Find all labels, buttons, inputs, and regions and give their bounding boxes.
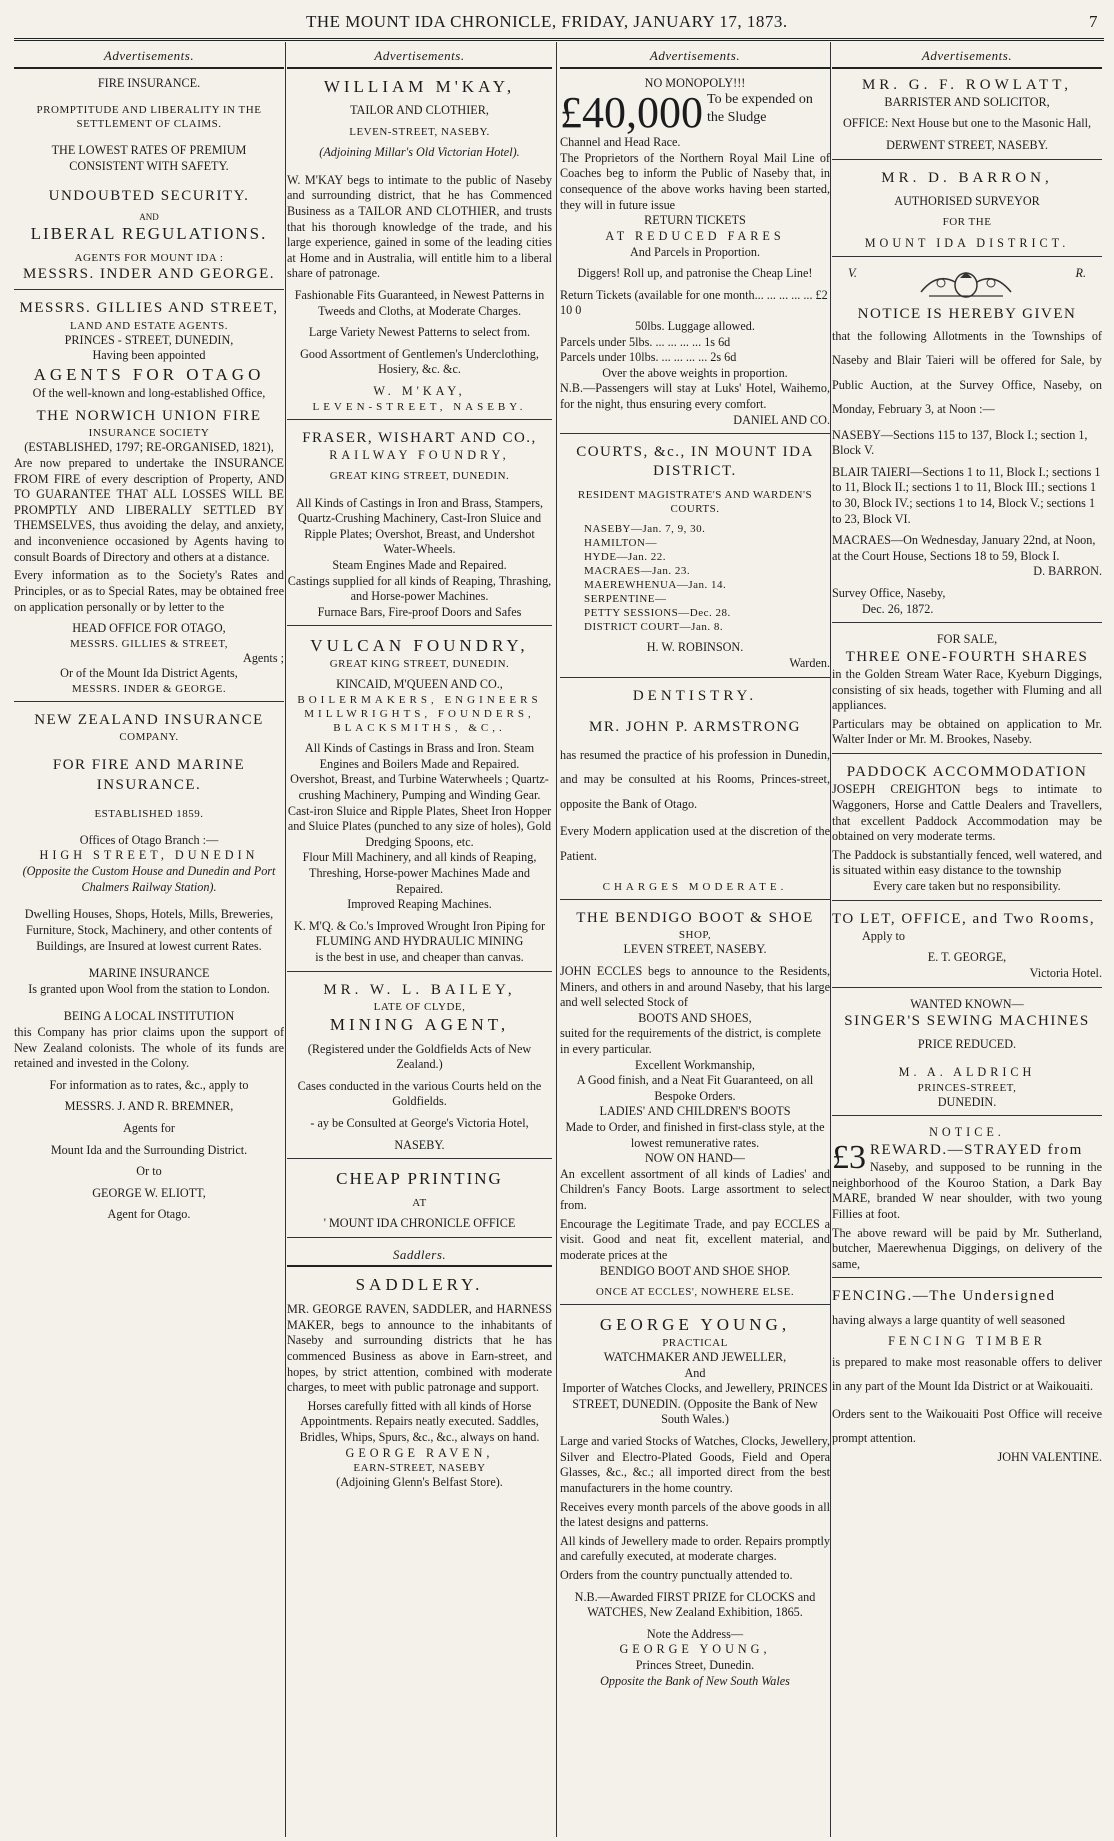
ad-text: AT REDUCED FARES xyxy=(605,228,785,243)
ad-text: CHARGES MODERATE. xyxy=(602,880,788,893)
ad-text: K. M'Q. & Co.'s Improved Wrought Iron Piping for xyxy=(293,918,546,933)
ad-text: ESTABLISHED 1859. xyxy=(94,807,204,820)
ad-text: COMPANY. xyxy=(119,731,179,744)
ad-text: Castings supplied for all kinds of Reaping, Thrashing, and Horse-power Machines. xyxy=(287,573,552,604)
ad-text: LIBERAL REGULATIONS. xyxy=(30,224,268,244)
ad-text: - ay be Consulted at George's Victoria Hotel, xyxy=(310,1116,529,1131)
ad-text: KINCAID, M'QUEEN AND CO., xyxy=(336,677,503,692)
ad-text: having always a large quantity of well seasoned xyxy=(832,1312,1065,1327)
ad-text: TAILOR AND CLOTHIER, xyxy=(350,103,489,118)
ad-heading: MARINE INSURANCE xyxy=(88,966,210,981)
fencing-ad xyxy=(832,1287,1102,1471)
ad-text: AGENTS FOR MOUNT IDA : xyxy=(74,252,224,265)
ad-text: Cases conducted in the various Courts held on the Goldfields. xyxy=(297,1078,542,1109)
ad-text: MACRAES—On Wednesday, January 22nd, at Noon, at the Court House, Sections 18 to 59, Block I. xyxy=(832,533,1096,563)
ad-text: Is granted upon Wool from the station to London. xyxy=(28,981,270,996)
ad-text: HIGH STREET, DUNEDIN xyxy=(39,848,259,863)
ad-text: DUNEDIN. xyxy=(937,1094,997,1109)
saddlery-ad xyxy=(287,1274,552,1496)
ad-heading: THE NORWICH UNION FIRE xyxy=(36,408,262,425)
ad-text: Are now prepared to undertake the INSURANCE FROM FIRE of every description of Property, AND TO GUARANTEE THAT ALL LOSSES WILL BE PROMPTLY AND LIBERALLY SETTLED BY THEMSELVES, thus avoiding the delay, and anxiety, and inconvenience occasioned by Agents having to consult Boards of Directory and others at a distance. xyxy=(14,456,284,564)
fire-insurance-ad xyxy=(14,76,284,291)
column-2 xyxy=(287,48,552,1833)
column-1 xyxy=(14,48,284,1833)
ad-text: PRACTICAL xyxy=(662,1336,728,1349)
column-heading: Advertisements. xyxy=(832,48,1102,69)
ad-text: Channel and Head Race. xyxy=(560,135,681,150)
ad-text: £40,000 xyxy=(560,88,703,138)
ad-text: Orders from the country punctually attended to. xyxy=(560,1567,793,1582)
ad-heading: PADDOCK ACCOMMODATION xyxy=(846,764,1088,781)
ad-text: HAMILTON— xyxy=(584,536,657,549)
ad-text: Diggers! Roll up, and patronise the Cheap Line! xyxy=(577,266,813,281)
vulcan-foundry-ad xyxy=(287,635,552,971)
ad-text: H. W. ROBINSON. xyxy=(646,640,744,655)
ad-text: JOHN VALENTINE. xyxy=(997,1450,1102,1465)
ad-text: MOUNT IDA DISTRICT. xyxy=(864,235,1070,250)
ad-text: All Kinds of Castings in Iron and Brass, Stampers, xyxy=(295,495,544,510)
ad-heading: COURTS, &c., IN MOUNT IDA DISTRICT. xyxy=(576,444,814,480)
ad-text: LEVEN-STREET, NASEBY. xyxy=(349,125,490,138)
auction-notice-ad xyxy=(832,266,1102,623)
ad-text: Or of the Mount Ida District Agents, xyxy=(60,666,238,681)
ad-text: LAND AND ESTATE AGENTS. xyxy=(70,319,228,332)
ad-text: suited for the requirements of the district, is complete in every particular. xyxy=(560,1026,821,1056)
ad-text: BLAIR TAIERI—Sections 1 to 11, Block I.; sections 1 to 11, Block II.; sections 1 to 11, Block III.; sections 1 to 30, Block IV.; sections 1 to 14, Block V.; sections 1 to 23, Block VI. xyxy=(832,464,1101,526)
ad-text: PRINCES - STREET, DUNEDIN, xyxy=(64,332,234,347)
ad-text: Flour Mill Machinery, and all kinds of Reaping, Threshing, Horse-power Machines Made and Repaired. xyxy=(302,850,537,896)
ad-text: THE LOWEST RATES OF PREMIUM CONSISTENT WITH SAFETY. xyxy=(51,143,247,173)
ad-text: Fashionable Fits Guaranteed, in Newest Patterns in Tweeds and Cloths, at Moderate Charges. xyxy=(294,287,545,318)
ad-text: PRICE REDUCED. xyxy=(917,1037,1017,1052)
ad-heading: NO MONOPOLY!!! xyxy=(644,75,746,90)
ad-text: (Adjoining Millar's Old Victorian Hotel). xyxy=(319,145,520,160)
ad-text: LEVEN-STREET, NASEBY. xyxy=(312,400,527,413)
ad-text: JOHN ECCLES begs to announce to the Residents, Miners, and others in and around Naseby, that his large and well selected Stock of xyxy=(560,963,830,1010)
ad-text: (ESTABLISHED, 1797; RE-ORGANISED, 1821), xyxy=(24,440,274,455)
ad-heading: MESSRS. GILLIES AND STREET, xyxy=(19,300,279,317)
ad-text: Dwelling Houses, Shops, Hotels, Mills, Breweries, Furniture, Stock, Machinery, and other contents of Buildings, are Insured at lowest current Rates. xyxy=(24,907,274,953)
ad-text: NOW ON HAND— xyxy=(645,1151,745,1166)
barron-surveyor-ad xyxy=(832,169,1102,257)
ad-text: is the best in use, and cheaper than canvas. xyxy=(315,950,524,965)
fraser-wishart-ad xyxy=(287,429,552,627)
strayed-mare-ad xyxy=(832,1125,1102,1278)
ad-heading: NEW ZEALAND INSURANCE xyxy=(34,712,264,729)
ad-text: Agents ; xyxy=(243,650,284,665)
ad-text: (Opposite the Custom House and Dunedin and Port Chalmers Railway Station). xyxy=(22,864,276,894)
ad-text: RAILWAY FOUNDRY, xyxy=(329,447,510,462)
ad-text: DANIEL AND CO. xyxy=(733,412,830,427)
ad-text: MESSRS. J. AND R. BREMNER, xyxy=(64,1099,234,1114)
dentistry-ad xyxy=(560,687,830,900)
ad-text: ' MOUNT IDA CHRONICLE OFFICE xyxy=(323,1216,516,1231)
ad-text: FOR FIRE AND MARINE xyxy=(52,757,246,774)
ad-text: Agents for xyxy=(123,1120,175,1135)
ad-text: And Parcels in Proportion. xyxy=(630,244,760,259)
column-divider xyxy=(830,42,831,1837)
ad-text: BOILERMAKERS, ENGINEERS MILLWRIGHTS, FOUNDERS, BLACKSMITHS, &C,. xyxy=(297,693,542,735)
court-dates xyxy=(560,522,830,635)
ad-text: M. A. ALDRICH xyxy=(898,1064,1036,1079)
ad-text: A Good finish, and a Neat Fit Guaranteed, on all Bespoke Orders. xyxy=(576,1073,814,1103)
column-divider xyxy=(285,42,286,1837)
ad-text: GREAT KING STREET, DUNEDIN. xyxy=(329,470,510,483)
ad-text: INSURANCE. xyxy=(96,776,202,793)
ad-text: INSURANCE SOCIETY xyxy=(88,427,210,440)
ad-text: MR. GEORGE RAVEN, SADDLER, and HARNESS MAKER, begs to announce to the inhabitants of Naseby and surrounding districts that he has commenced Business as above in Earn-street, and hopes, by strict attention, combined with moderate charges, to meet with public patronage and support. xyxy=(287,1302,552,1395)
ad-text: Offices of Otago Branch :— xyxy=(79,832,219,847)
ad-text: 50lbs. Luggage allowed. xyxy=(635,318,755,333)
page-number: 7 xyxy=(1089,12,1098,31)
ad-text: AT xyxy=(412,1197,427,1210)
ad-text: NASEBY—Jan. 7, 9, 30. xyxy=(584,522,706,535)
ad-text: MESSRS. INDER & GEORGE. xyxy=(71,683,227,696)
ad-text: LATE OF CLYDE, xyxy=(373,1000,466,1013)
ad-heading: MR. W. L. BAILEY, xyxy=(323,981,516,998)
newspaper-title: THE MOUNT IDA CHRONICLE, FRIDAY, JANUARY 17, 1873. xyxy=(306,12,788,31)
ad-text: UNDOUBTED SECURITY. xyxy=(48,187,250,204)
ad-text: (Adjoining Glenn's Belfast Store). xyxy=(336,1475,503,1490)
ad-text: GEORGE W. ELIOTT, xyxy=(92,1185,206,1200)
ad-text: Naseby, and supposed to be running in the neighborhood of the Kouroo Station, a Dark Bay MARE, branded W near shoulder, with two young Fillies at foot. xyxy=(832,1160,1102,1221)
ad-text: FLUMING AND HYDRAULIC MINING xyxy=(315,934,524,949)
ad-text: V. xyxy=(848,266,857,281)
ad-text: W. M'KAY, xyxy=(373,383,466,398)
ad-text: The Proprietors of the Northern Royal Mail Line of Coaches beg to inform the Public of Naseby that, in consequence of the above works having been started, they will in future issue xyxy=(560,150,830,212)
ad-text: Made to Order, and finished in first-class style, at the lowest remunerative rates. xyxy=(565,1120,825,1150)
ad-heading: SADDLERY. xyxy=(355,1275,484,1295)
column-heading: Advertisements. xyxy=(560,48,830,69)
ad-text: MACRAES—Jan. 23. xyxy=(584,564,691,577)
ad-text: has resumed the practice of his profession in Dunedin, and may be consulted at his Rooms, Princes-street, opposite the Bank of Otago. xyxy=(560,747,830,811)
ad-heading: CHEAP PRINTING xyxy=(336,1169,503,1189)
ad-heading: FIRE INSURANCE. xyxy=(97,75,201,90)
ad-text: Encourage the Legitimate Trade, and pay ECCLES a visit. Good and neat fit, excellent material, and moderate prices at the xyxy=(560,1216,830,1262)
ad-text: GEORGE YOUNG, xyxy=(619,1642,771,1657)
ad-text: AND xyxy=(139,211,159,222)
ad-text: RETURN TICKETS xyxy=(644,213,746,228)
ad-text: All kinds of Jewellery made to order. Repairs promptly and carefully executed, at moderate charges. xyxy=(560,1533,830,1564)
column-divider xyxy=(556,42,557,1837)
ad-text: R. xyxy=(1075,266,1086,281)
ad-text: Having been appointed xyxy=(92,348,206,363)
ad-text: SERPENTINE— xyxy=(584,593,667,606)
ad-text: LADIES' AND CHILDREN'S BOOTS xyxy=(599,1104,791,1119)
ad-text: in the Golden Stream Water Race, Kyeburn Diggings, consisting of six heads, together with Fluming and all appliances. xyxy=(832,667,1102,713)
ad-text: Opposite the Bank of New South Wales xyxy=(600,1673,790,1688)
bailey-mining-agent-ad xyxy=(287,981,552,1160)
ad-text: NASEBY. xyxy=(394,1137,445,1152)
ad-text: W. M'KAY begs to intimate to the public of Naseby and surrounding district, that he has Commenced Business as a TAILOR AND CLOTHIER, and trusts that his thorough knowledge of the trade, and his large experience, gained in some of the leading cities at Home and in Australia, will entitle him to a liberal share of patronage. xyxy=(287,172,552,281)
ad-text: Every information as to the Society's Rates and Principles, or as to Special Rates, may be obtained free on application personally or by letter to the xyxy=(14,568,284,614)
ad-text: PROMPTITUDE AND LIBERALITY IN THE SETTLEMENT OF CLAIMS. xyxy=(36,104,262,131)
ad-text: MINING AGENT, xyxy=(329,1014,510,1034)
ad-text: Warden. xyxy=(789,655,830,670)
ad-text: Victoria Hotel. xyxy=(1029,965,1102,980)
mckay-tailor-ad xyxy=(287,76,552,420)
ad-heading: FENCING.—The Undersigned xyxy=(832,1288,1056,1305)
ad-text: MESSRS. INDER AND GEORGE. xyxy=(22,266,276,283)
ad-text: N.B.—Awarded FIRST PRIZE for CLOCKS and WATCHES, New Zealand Exhibition, 1865. xyxy=(574,1589,816,1620)
ad-text: Return Tickets (available for one month... ... ... ... ... £2 10 0 xyxy=(560,287,828,318)
ad-text: And xyxy=(684,1365,706,1380)
ad-text: PRINCES-STREET, xyxy=(917,1081,1017,1094)
column-heading: Advertisements. xyxy=(287,48,552,69)
ad-text: All Kinds of Castings in Brass and Iron. Steam Engines and Boilers Made and Repaired. xyxy=(304,741,535,771)
ad-text: Princes Street, Dunedin. xyxy=(635,1658,755,1672)
ad-text: N.B.—Passengers will stay at Luks' Hotel, Waihemo, for the night, thus ensuring every comfort. xyxy=(560,381,830,411)
ad-text: Every Modern application used at the discretion of the Patient. xyxy=(560,824,830,863)
ad-text: Or to xyxy=(136,1164,162,1179)
ad-text: DERWENT STREET, NASEBY. xyxy=(886,138,1048,153)
ad-heading: WILLIAM M'KAY, xyxy=(323,76,516,96)
ad-text: Orders sent to the Waikouaiti Post Office will receive prompt attention. xyxy=(832,1406,1102,1445)
ad-text: ONCE AT ECCLES', NOWHERE ELSE. xyxy=(595,1286,795,1299)
royal-arms-icon xyxy=(911,266,1021,300)
no-monopoly-ad xyxy=(560,76,830,435)
ad-text: this Company has prior claims upon the support of New Zealand colonists. The whole of its funds are retained and invested in the Colony. xyxy=(14,1024,284,1071)
ad-text: LEVEN STREET, NASEBY. xyxy=(623,942,767,957)
column-3 xyxy=(560,48,830,1833)
ad-text: EARN-STREET, NASEBY xyxy=(353,1462,486,1475)
ad-text: Good Assortment of Gentlemen's Underclothing, Hosiery, &c. &c. xyxy=(300,346,539,377)
gillies-street-ad xyxy=(14,299,284,702)
ad-text: To be expended on the Sludge xyxy=(707,92,813,126)
ad-heading: TO LET, OFFICE, and Two Rooms, xyxy=(832,910,1096,927)
bendigo-boot-ad xyxy=(560,909,830,1305)
paddock-ad xyxy=(832,763,1102,900)
ad-heading: MR. G. F. ROWLATT, xyxy=(861,76,1073,93)
ad-text: E. T. GEORGE, xyxy=(927,950,1007,965)
ad-heading: FRASER, WISHART AND CO., xyxy=(302,429,537,446)
ad-text: Particulars may be obtained on application to Mr. Walter Inder or Mr. M. Brookes, Naseby. xyxy=(832,716,1102,747)
ad-text: Receives every month parcels of the above goods in all the latest designs and patterns. xyxy=(560,1499,830,1530)
ad-text: JOSEPH CREIGHTON begs to intimate to Waggoners, Horse and Cattle Dealers and Travellers, that excellent Paddock Accommodation may be obtained on very moderate terms. xyxy=(832,782,1102,844)
rowlatt-ad xyxy=(832,76,1102,160)
nz-insurance-ad xyxy=(14,711,284,1228)
ad-text: The Paddock is substantially fenced, well watered, and is situated within easy distance to the township xyxy=(832,847,1102,878)
ad-text: An excellent assortment of all kinds of Ladies' and Children's Fancy Boots. Large assortment to select from. xyxy=(560,1166,830,1213)
ad-heading: DENTISTRY. xyxy=(632,687,758,704)
ad-text: BENDIGO BOOT AND SHOE SHOP. xyxy=(599,1263,791,1278)
ad-text: Over the above weights in proportion. xyxy=(602,365,788,380)
ad-text: Excellent Workmanship, xyxy=(635,1057,755,1072)
ad-heading: GEORGE YOUNG, xyxy=(599,1315,791,1335)
ad-text: FENCING TIMBER xyxy=(888,1334,1046,1349)
ad-text: that the following Allotments in the Townships of Naseby and Blair Taieri will be offered for Sale, by Public Auction, at the Survey Office, Naseby, on Monday, February 3, at Noon :— xyxy=(832,328,1102,417)
ad-text: DISTRICT COURT—Jan. 8. xyxy=(584,621,724,634)
ad-text: MESSRS. GILLIES & STREET, xyxy=(69,637,229,650)
ad-text: AUTHORISED SURVEYOR xyxy=(894,193,1040,208)
column-heading-saddlers: Saddlers. xyxy=(287,1247,552,1268)
to-let-ad xyxy=(832,910,1102,988)
ad-text: is prepared to make most reasonable offers to deliver in any part of the Mount Ida District or at Waikouaiti. xyxy=(832,1354,1102,1394)
ad-text: Improved Reaping Machines. xyxy=(347,897,492,912)
ad-text: BARRISTER AND SOLICITOR, xyxy=(884,94,1050,109)
ad-text: PETTY SESSIONS—Dec. 28. xyxy=(584,607,731,620)
ad-text: Agent for Otago. xyxy=(107,1207,191,1222)
royal-crest xyxy=(832,266,1102,305)
ad-text: GEORGE RAVEN, xyxy=(345,1445,494,1460)
ad-text: HYDE—Jan. 22. xyxy=(584,550,666,563)
ad-text: Large Variety Newest Patterns to select from. xyxy=(308,325,531,340)
ad-heading: MR. D. BARRON, xyxy=(881,169,1053,186)
ad-text: Quartz-Crushing Machinery, Cast-Iron Sluice and Ripple Plates; Overshot, Breast, and Undershot Water-Wheels. xyxy=(297,511,542,557)
ad-text: OFFICE: Next House but one to the Masonic Hall, xyxy=(842,116,1092,131)
ad-text: Note the Address— xyxy=(646,1626,744,1641)
column-heading: Advertisements. xyxy=(14,48,284,69)
ad-text: Cast-iron Sluice and Ripple Plates, Sheet Iron Hopper and Sluice Plates (punched to any size of holes), Gold Dredging Spoons, etc. xyxy=(287,803,552,849)
ad-text: WATCHMAKER AND JEWELLER, xyxy=(603,1350,787,1365)
ad-text: SHOP, xyxy=(678,929,712,942)
ad-text: Apply to xyxy=(862,928,905,943)
singer-ad xyxy=(832,997,1102,1117)
ad-text: D. BARRON. xyxy=(1033,564,1102,579)
ad-text: AGENTS FOR OTAGO xyxy=(33,364,265,384)
ad-text: Importer of Watches Clocks, and Jewellery, PRINCES STREET, DUNEDIN. (Opposite the Bank of New South Wales.) xyxy=(562,1381,828,1427)
shares-for-sale-ad xyxy=(832,632,1102,754)
ad-heading: BEING A LOCAL INSTITUTION xyxy=(63,1009,235,1024)
masthead-rule xyxy=(14,38,1104,41)
ad-text: For information as to rates, &c., apply to xyxy=(49,1077,249,1092)
ad-text: The above reward will be paid by Mr. Sutherland, butcher, Maerewhenua Diggings, on delivery of the same, xyxy=(832,1225,1102,1271)
ad-text: WANTED KNOWN— xyxy=(910,996,1024,1011)
ad-text: Large and varied Stocks of Watches, Clocks, Jewellery, Silver and Electro-Plated Goods, Field and Opera Glasses, &c., &c.; all imported direct from the best manufacturers in the home country. xyxy=(560,1434,830,1495)
ad-text: Of the well-known and long-established Office, xyxy=(32,385,266,400)
ad-text: Parcels under 10lbs. ... ... ... ... 2s 6d xyxy=(560,350,737,365)
ad-text: Furnace Bars, Fire-proof Doors and Safes xyxy=(317,604,522,619)
ad-text: MR. JOHN P. ARMSTRONG xyxy=(589,718,801,735)
ad-heading: NOTICE. xyxy=(929,1125,1005,1140)
ad-text: GREAT KING STREET, DUNEDIN. xyxy=(329,658,510,671)
ad-text: FOR SALE, xyxy=(936,632,998,647)
ad-heading: NOTICE IS HEREBY GIVEN xyxy=(857,305,1077,322)
ad-heading: VULCAN FOUNDRY, xyxy=(310,636,529,656)
ad-text: Every care taken but no responsibility. xyxy=(873,878,1061,893)
ad-heading: THREE ONE-FOURTH SHARES xyxy=(845,648,1089,665)
ad-text: BOOTS AND SHOES, xyxy=(638,1010,752,1025)
ad-text: Survey Office, Naseby, xyxy=(832,586,946,601)
ad-text: £3 xyxy=(832,1138,866,1176)
ad-text: RESIDENT MAGISTRATE'S AND WARDEN'S COURTS. xyxy=(577,488,813,515)
ad-text: Parcels under 5lbs. ... ... ... ... 1s 6d xyxy=(560,334,731,349)
courts-ad xyxy=(560,443,830,677)
ad-text: Mount Ida and the Surrounding District. xyxy=(50,1142,248,1157)
ad-text: Horses carefully fitted with all kinds of Horse Appointments. Repairs neatly executed. Saddles, Bridles, Whips, Spurs, &c., &c., always on hand. xyxy=(299,1398,540,1444)
george-young-ad xyxy=(560,1314,830,1694)
ad-text: REWARD.—STRAYED from xyxy=(870,1141,1083,1158)
ad-heading: SINGER'S SEWING MACHINES xyxy=(844,1013,1090,1030)
column-4 xyxy=(832,48,1102,1833)
ad-text: (Registered under the Goldfields Acts of New Zealand.) xyxy=(307,1041,532,1072)
ad-text: MAEREWHENUA—Jan. 14. xyxy=(584,579,727,592)
masthead xyxy=(14,8,1104,38)
ad-text: HEAD OFFICE FOR OTAGO, xyxy=(72,621,226,636)
cheap-printing-ad xyxy=(287,1168,552,1237)
ad-text: Dec. 26, 1872. xyxy=(862,601,934,616)
ad-heading: THE BENDIGO BOOT & SHOE xyxy=(576,910,814,927)
ad-text: Steam Engines Made and Repaired. xyxy=(332,557,507,572)
ad-text: Overshot, Breast, and Turbine Waterwheels ; Quartz-crushing Machinery, Pumping and Winding Gear. xyxy=(290,772,549,802)
ad-text: FOR THE xyxy=(942,216,992,229)
ad-text: NASEBY—Sections 115 to 137, Block I.; section 1, Block V. xyxy=(832,427,1088,458)
